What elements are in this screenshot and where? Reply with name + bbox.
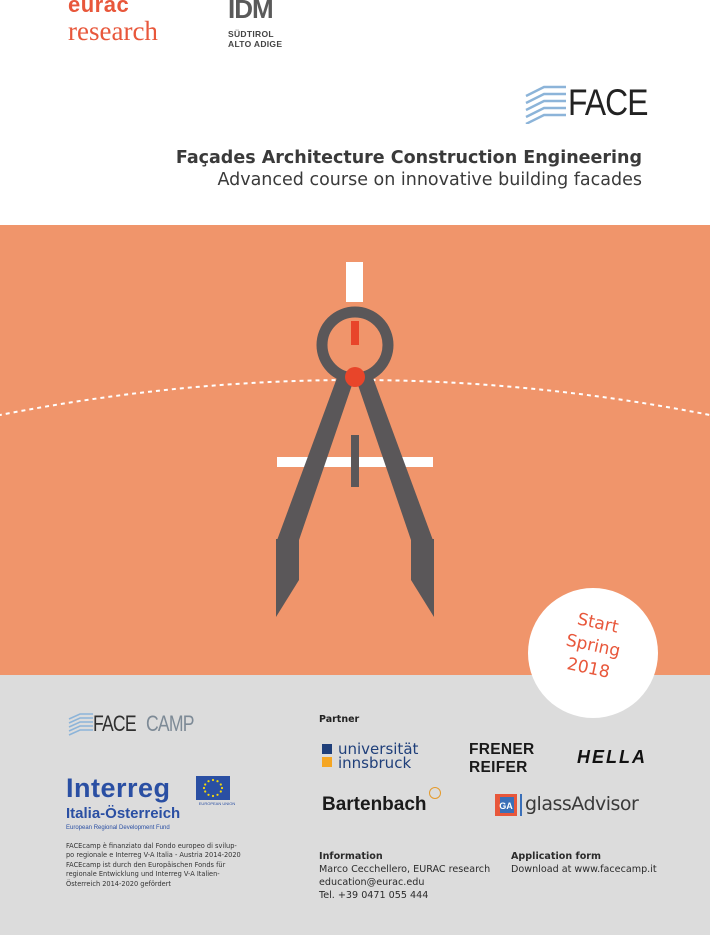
badge-line3: 2018 [565, 654, 612, 683]
funding-note-line: FACEcamp ist durch den Europäischen Fonds für [66, 860, 226, 869]
badge-line1: Start [575, 609, 621, 638]
compass-right-tip [411, 539, 434, 617]
interreg-brand: Interreg [66, 773, 171, 803]
idm-logo-subline2: ALTO ADIGE [228, 38, 283, 49]
bartenbach-circle-icon [429, 787, 441, 799]
funding-note-line: regionale Entwicklung und Interreg V-A Italien- [66, 870, 220, 879]
frener-line2: REIFER [469, 758, 528, 776]
information-heading: Information [319, 851, 383, 862]
eurac-research-logo [68, 0, 158, 45]
funding-note-line: po regionale e Interreg V-A Italia - Austria 2014-2020 [66, 851, 241, 860]
glassadvisor-icon [495, 794, 517, 816]
compass-left-tip [276, 539, 299, 617]
information-phone: Tel. +39 0471 055 444 [319, 890, 429, 901]
idm-logo-subline1: SÜDTIROL [228, 29, 274, 39]
funding-note-line: FACEcamp è finanziato dal Fondo europeo di svilup- [66, 842, 237, 850]
uibk-line1: universität [338, 740, 419, 758]
eu-label: EUROPEAN UNION [198, 801, 236, 806]
page-subtitle: Advanced course on innovative building facades [217, 170, 642, 190]
compass-indicator [351, 321, 359, 345]
eurac-logo-line1: eurac [68, 0, 130, 17]
facecamp-logo-part2: CAMP [146, 711, 194, 736]
frener-line1: FRENER [469, 741, 535, 758]
application-download-link[interactable]: Download at www.facecamp.it [511, 864, 657, 875]
information-contact-name: Marco Cecchellero, EURAC research [319, 864, 491, 875]
face-logo-word: FACE [568, 82, 648, 123]
application-block [511, 850, 657, 876]
compass-center-stub [351, 435, 359, 487]
uibk-line2: innsbruck [338, 754, 412, 772]
glassadvisor-word: glassAdvisor [525, 793, 639, 815]
bartenbach-logo: Bartenbach [322, 794, 427, 815]
page-title: Façades Architecture Construction Engineering [175, 148, 642, 168]
interreg-fund: European Regional Development Fund [66, 825, 170, 831]
uibk-square-blue-icon [322, 744, 332, 754]
funding-note [66, 842, 266, 889]
hella-logo: HELLA [577, 747, 647, 767]
eurac-logo-line2: research [68, 16, 158, 46]
compass-top-bar [346, 262, 363, 302]
start-badge [528, 588, 658, 718]
glassadvisor-icon-text: GA [499, 801, 513, 811]
title-block [176, 148, 642, 192]
facecamp-logo [68, 712, 198, 738]
facecamp-stripes-icon [68, 712, 94, 736]
funding-note-line: Österreich 2014-2020 gefördert [66, 879, 171, 888]
eu-flag-icon [196, 776, 230, 800]
information-email[interactable]: education@eurac.edu [319, 877, 425, 888]
frener-reifer-logo [469, 741, 535, 777]
face-logo [524, 82, 648, 124]
badge-line2: Spring [564, 630, 623, 662]
information-block [319, 850, 490, 902]
glassadvisor-divider [520, 794, 522, 816]
compass-hinge [345, 367, 365, 387]
facecamp-logo-part1: FACE [93, 711, 136, 736]
idm-logo [228, 0, 308, 50]
partner-heading: Partner [319, 714, 360, 725]
interreg-region: Italia-Österreich [66, 805, 181, 822]
application-heading: Application form [511, 851, 602, 862]
idm-logo-mark: IDM [228, 0, 273, 24]
uibk-square-orange-icon [322, 757, 332, 767]
face-stripes-icon [524, 84, 568, 124]
